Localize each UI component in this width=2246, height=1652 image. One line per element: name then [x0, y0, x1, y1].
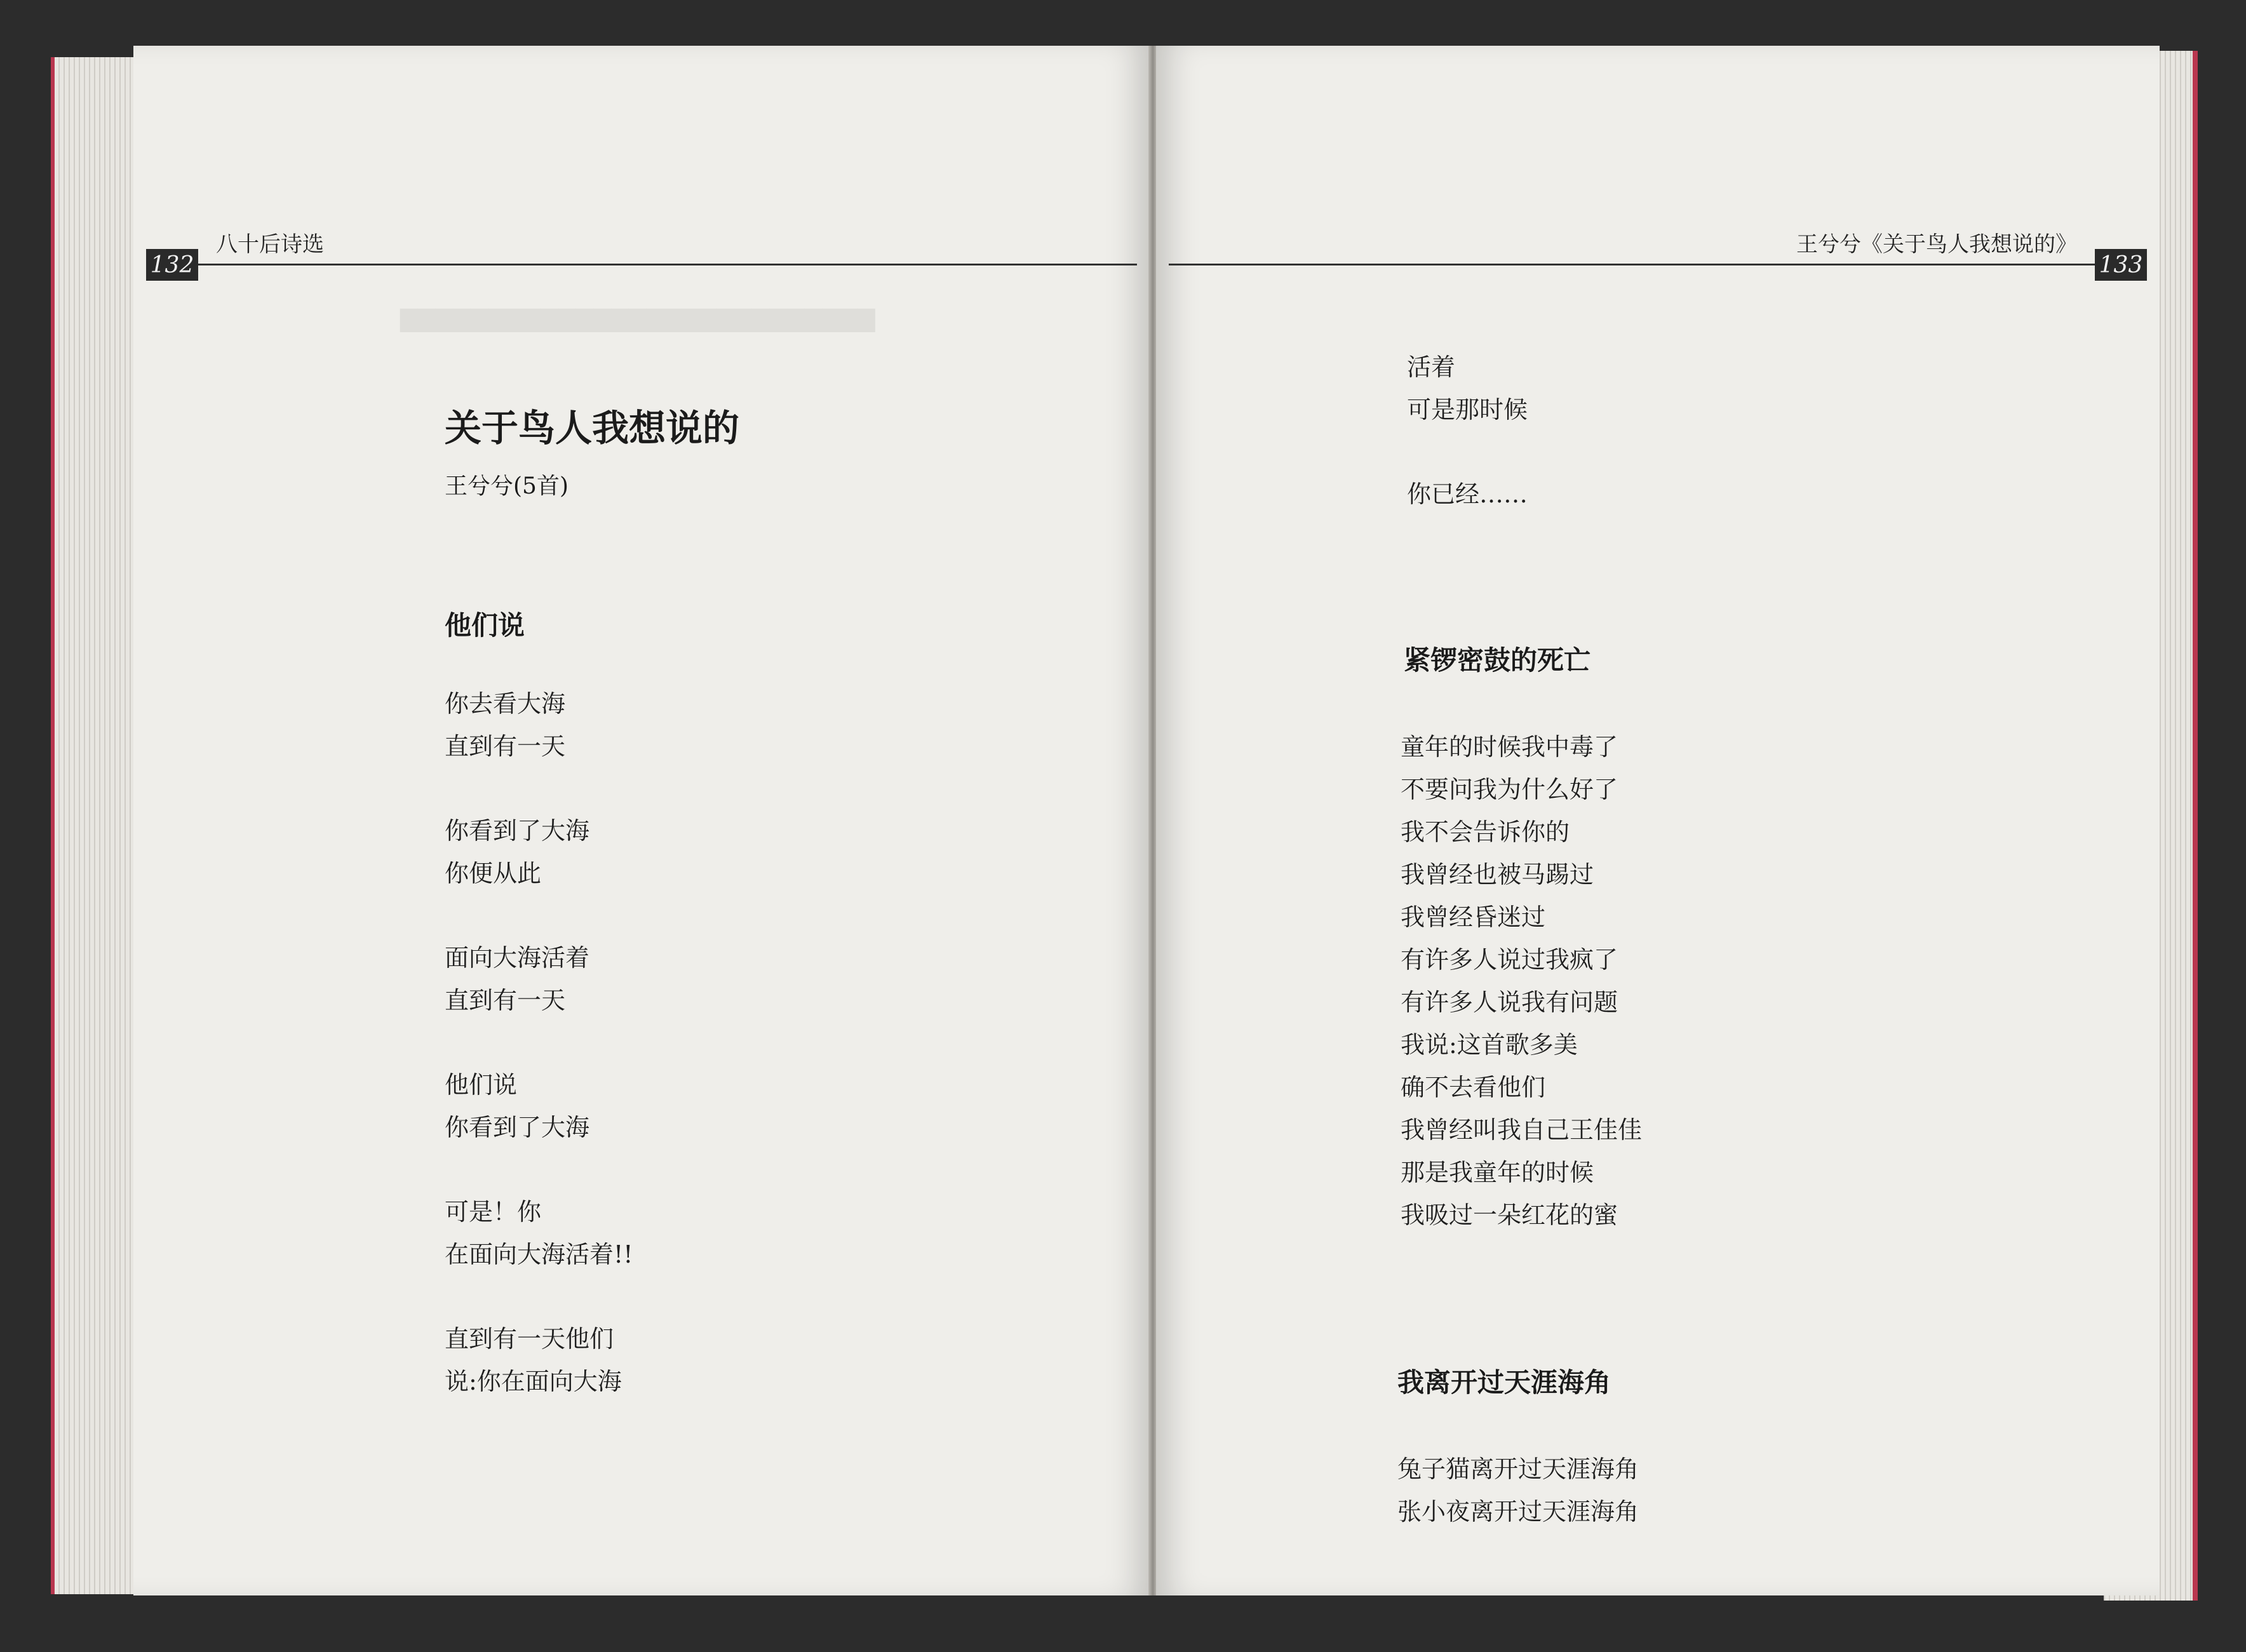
poem-line: 面向大海活着 [445, 944, 590, 972]
page-number: 133 [2095, 249, 2147, 281]
poem-line: 可是！你 [445, 1198, 542, 1226]
poem-line: 有许多人说过我疯了 [1401, 946, 1618, 974]
poem-line: 兔子猫离开过天涯海角 [1397, 1455, 1639, 1483]
poem-line: 你看到了大海 [445, 817, 590, 845]
poem-line: 说:你在面向大海 [445, 1367, 622, 1395]
poem-line: 直到有一天他们 [445, 1325, 614, 1353]
poem-line: 你已经…… [1407, 480, 1528, 508]
poem-line: 在面向大海活着!! [445, 1240, 633, 1268]
poem-line: 有许多人说我有问题 [1401, 988, 1618, 1016]
poem-line: 我吸过一朵红花的蜜 [1401, 1201, 1618, 1229]
running-head: 王兮兮《关于鸟人我想说的》 [1796, 232, 2077, 257]
poem-line: 我曾经也被马踢过 [1401, 861, 1594, 889]
author-line: 王兮兮(5首) [445, 473, 568, 499]
poem-line: 童年的时候我中毒了 [1401, 733, 1618, 761]
show-through-decor: ▇▇▇▇▇▇▇▇▇▇▇▇▇▇▇▇▇▇▇▇▇▇▇▇▇▇▇ [400, 306, 875, 332]
poem-line: 活着 [1407, 353, 1456, 381]
poem-line: 你去看大海 [445, 690, 566, 718]
poem-line: 张小夜离开过天涯海角 [1397, 1498, 1639, 1526]
poem-heading: 我离开过天涯海角 [1397, 1367, 1611, 1398]
right-page [1156, 46, 2160, 1595]
poem-collection-title: 关于鸟人我想说的 [445, 406, 740, 450]
header-rule [1169, 264, 2147, 265]
poem-line: 我不会告诉你的 [1401, 818, 1570, 846]
poem-line: 可是那时候 [1407, 396, 1528, 424]
poem-line: 直到有一天 [445, 986, 566, 1014]
poem-line: 确不去看他们 [1401, 1073, 1546, 1101]
poem-line: 他们说 [445, 1071, 518, 1099]
open-book [51, 38, 2198, 1607]
poem-heading: 他们说 [445, 610, 525, 641]
poem-line: 不要问我为什么好了 [1401, 776, 1618, 803]
poem-line: 你看到了大海 [445, 1113, 590, 1141]
left-page [133, 46, 1150, 1595]
poem-line: 直到有一天 [445, 732, 566, 760]
header-rule [146, 264, 1137, 265]
poem-line: 你便从此 [445, 859, 542, 887]
poem-heading: 紧锣密鼓的死亡 [1404, 645, 1591, 676]
page-number: 132 [146, 249, 198, 281]
poem-line: 我曾经昏迷过 [1401, 903, 1546, 931]
poem-line: 那是我童年的时候 [1401, 1158, 1594, 1186]
running-head: 八十后诗选 [216, 232, 324, 257]
poem-line: 我说:这首歌多美 [1401, 1031, 1578, 1059]
poem-line: 我曾经叫我自己王佳佳 [1401, 1116, 1643, 1144]
